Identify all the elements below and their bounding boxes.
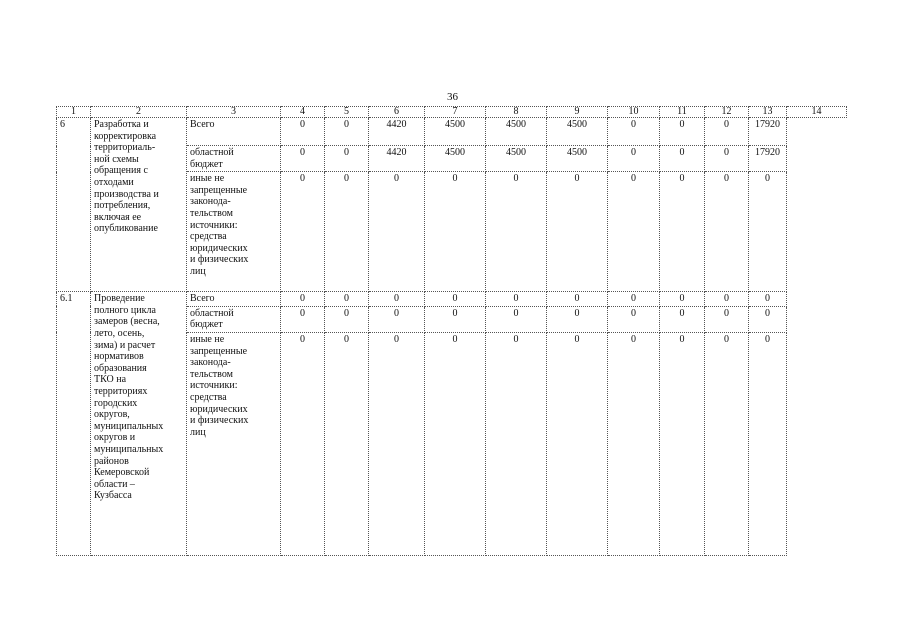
value-cell: 0 — [660, 306, 705, 332]
value-cell: 0 — [486, 332, 547, 555]
value-cell: 0 — [325, 332, 369, 555]
funding-source — [187, 146, 281, 172]
value-cell: 0 — [749, 292, 787, 307]
section-title — [91, 292, 187, 556]
value-cell: 0 — [281, 172, 325, 292]
table-row — [57, 292, 847, 307]
value-cell: 0 — [425, 332, 486, 555]
text-line: бюджет — [190, 158, 223, 170]
text-line: и физических — [190, 254, 249, 266]
text-line: производства и — [94, 188, 159, 200]
text-line: средства — [190, 231, 227, 243]
text-line: муниципальных — [94, 443, 164, 455]
text-line: средства — [190, 391, 227, 403]
text-line: запрещенные — [190, 184, 248, 196]
text-line: запрещенные — [190, 345, 248, 357]
column-number: 1 — [57, 107, 91, 118]
text-line: законода- — [190, 357, 231, 369]
text-line: иные не — [190, 173, 225, 185]
value-cell: 0 — [486, 306, 547, 332]
column-number: 10 — [608, 107, 660, 118]
text-line: обращения с — [94, 165, 148, 177]
text-line: законода- — [190, 196, 231, 208]
text-line: юридических — [190, 242, 248, 254]
text-line: округов, — [94, 409, 130, 421]
value-cell: 0 — [325, 118, 369, 146]
funding-source — [187, 332, 281, 555]
text-line: территориаль- — [94, 142, 156, 154]
text-line: замеров (весна, — [94, 316, 160, 328]
value-cell: 4500 — [486, 146, 547, 172]
funding-source — [187, 172, 281, 292]
text-line: образования — [94, 362, 147, 374]
table-row — [57, 118, 847, 146]
text-line: областной — [190, 147, 234, 158]
text-line: Разработка и — [94, 119, 149, 130]
value-cell: 0 — [547, 172, 608, 292]
value-cell: 17920 — [749, 118, 787, 146]
text-line: полного цикла — [94, 304, 156, 316]
column-number: 2 — [91, 107, 187, 118]
value-cell: 0 — [547, 332, 608, 555]
value-cell: 0 — [369, 172, 425, 292]
value-cell: 0 — [705, 332, 749, 555]
value-cell: 0 — [608, 306, 660, 332]
text-line: источники: — [190, 219, 238, 231]
value-cell: 0 — [660, 332, 705, 555]
value-cell: 0 — [369, 332, 425, 555]
column-number: 4 — [281, 107, 325, 118]
value-cell: 0 — [705, 118, 749, 146]
text-line: тельством — [190, 368, 233, 380]
text-line: иные не — [190, 333, 225, 345]
text-line: Кемеровской — [94, 467, 150, 479]
value-cell: 0 — [369, 292, 425, 307]
value-cell: 4500 — [547, 146, 608, 172]
text-line: лето, осень, — [94, 327, 145, 339]
text-line: ной схемы — [94, 153, 139, 165]
text-line: муниципальных — [94, 420, 164, 432]
text-line: районов — [94, 455, 129, 467]
text-line: зима) и расчет — [94, 339, 156, 351]
value-cell: 17920 — [749, 146, 787, 172]
column-number-row — [57, 107, 847, 118]
column-number: 3 — [187, 107, 281, 118]
text-line: источники: — [190, 380, 238, 392]
value-cell: 0 — [608, 118, 660, 146]
value-cell: 4500 — [425, 118, 486, 146]
value-cell: 4500 — [486, 118, 547, 146]
text-line: отходами — [94, 176, 134, 188]
text-line: области – — [94, 478, 135, 490]
text-line: городских — [94, 397, 138, 409]
funding-source — [187, 306, 281, 332]
section-number: 6.1 — [57, 292, 91, 556]
value-cell: 0 — [660, 292, 705, 307]
value-cell: 4500 — [425, 146, 486, 172]
column-number: 5 — [325, 107, 369, 118]
text-line: Проведение — [94, 293, 145, 305]
value-cell: 0 — [705, 306, 749, 332]
text-line: лиц — [190, 265, 206, 277]
value-cell: 0 — [281, 146, 325, 172]
value-cell: 0 — [547, 292, 608, 307]
column-number: 8 — [486, 107, 547, 118]
column-number: 12 — [705, 107, 749, 118]
value-cell: 0 — [749, 306, 787, 332]
text-line: нормативов — [94, 351, 144, 363]
value-cell: 4420 — [369, 146, 425, 172]
value-cell: 0 — [281, 118, 325, 146]
value-cell: 0 — [660, 118, 705, 146]
value-cell: 0 — [281, 332, 325, 555]
column-number: 11 — [660, 107, 705, 118]
text-line: потребления, — [94, 200, 151, 212]
column-number: 7 — [425, 107, 486, 118]
value-cell: 0 — [325, 306, 369, 332]
text-line: областной — [190, 307, 234, 319]
value-cell: 0 — [281, 306, 325, 332]
value-cell: 0 — [660, 172, 705, 292]
text-line: корректировка — [94, 130, 157, 142]
section-number: 6 — [57, 118, 91, 292]
column-number: 6 — [369, 107, 425, 118]
value-cell: 0 — [749, 332, 787, 555]
value-cell: 0 — [486, 292, 547, 307]
value-cell: 0 — [425, 306, 486, 332]
text-line: Всего — [190, 119, 215, 130]
value-cell: 0 — [325, 146, 369, 172]
text-line: тельством — [190, 207, 233, 219]
funding-source — [187, 292, 281, 307]
column-number: 9 — [547, 107, 608, 118]
text-line: лиц — [190, 426, 206, 438]
value-cell: 0 — [705, 146, 749, 172]
text-line: и физических — [190, 415, 249, 427]
value-cell: 0 — [660, 146, 705, 172]
column-number: 14 — [787, 107, 847, 118]
section-title — [91, 118, 187, 292]
value-cell: 0 — [325, 172, 369, 292]
value-cell: 4500 — [547, 118, 608, 146]
value-cell: 0 — [425, 172, 486, 292]
text-line: округов и — [94, 432, 136, 444]
text-line: включая ее — [94, 211, 142, 223]
funding-source — [187, 118, 281, 146]
text-line: Всего — [190, 293, 215, 305]
budget-table — [56, 106, 847, 556]
value-cell: 0 — [369, 306, 425, 332]
value-cell: 0 — [705, 172, 749, 292]
value-cell: 0 — [547, 306, 608, 332]
text-line: бюджет — [190, 319, 223, 331]
value-cell: 0 — [608, 146, 660, 172]
value-cell: 0 — [486, 172, 547, 292]
text-line: ТКО на — [94, 374, 127, 386]
column-number: 13 — [749, 107, 787, 118]
value-cell: 0 — [705, 292, 749, 307]
value-cell: 0 — [608, 332, 660, 555]
text-line: опубликование — [94, 223, 158, 235]
value-cell: 0 — [749, 172, 787, 292]
text-line: территориях — [94, 385, 148, 397]
value-cell: 4420 — [369, 118, 425, 146]
value-cell: 0 — [608, 172, 660, 292]
text-line: юридических — [190, 403, 248, 415]
value-cell: 0 — [281, 292, 325, 307]
value-cell: 0 — [325, 292, 369, 307]
page-number: 36 — [447, 91, 458, 103]
value-cell: 0 — [608, 292, 660, 307]
value-cell: 0 — [425, 292, 486, 307]
text-line: Кузбасса — [94, 490, 132, 502]
